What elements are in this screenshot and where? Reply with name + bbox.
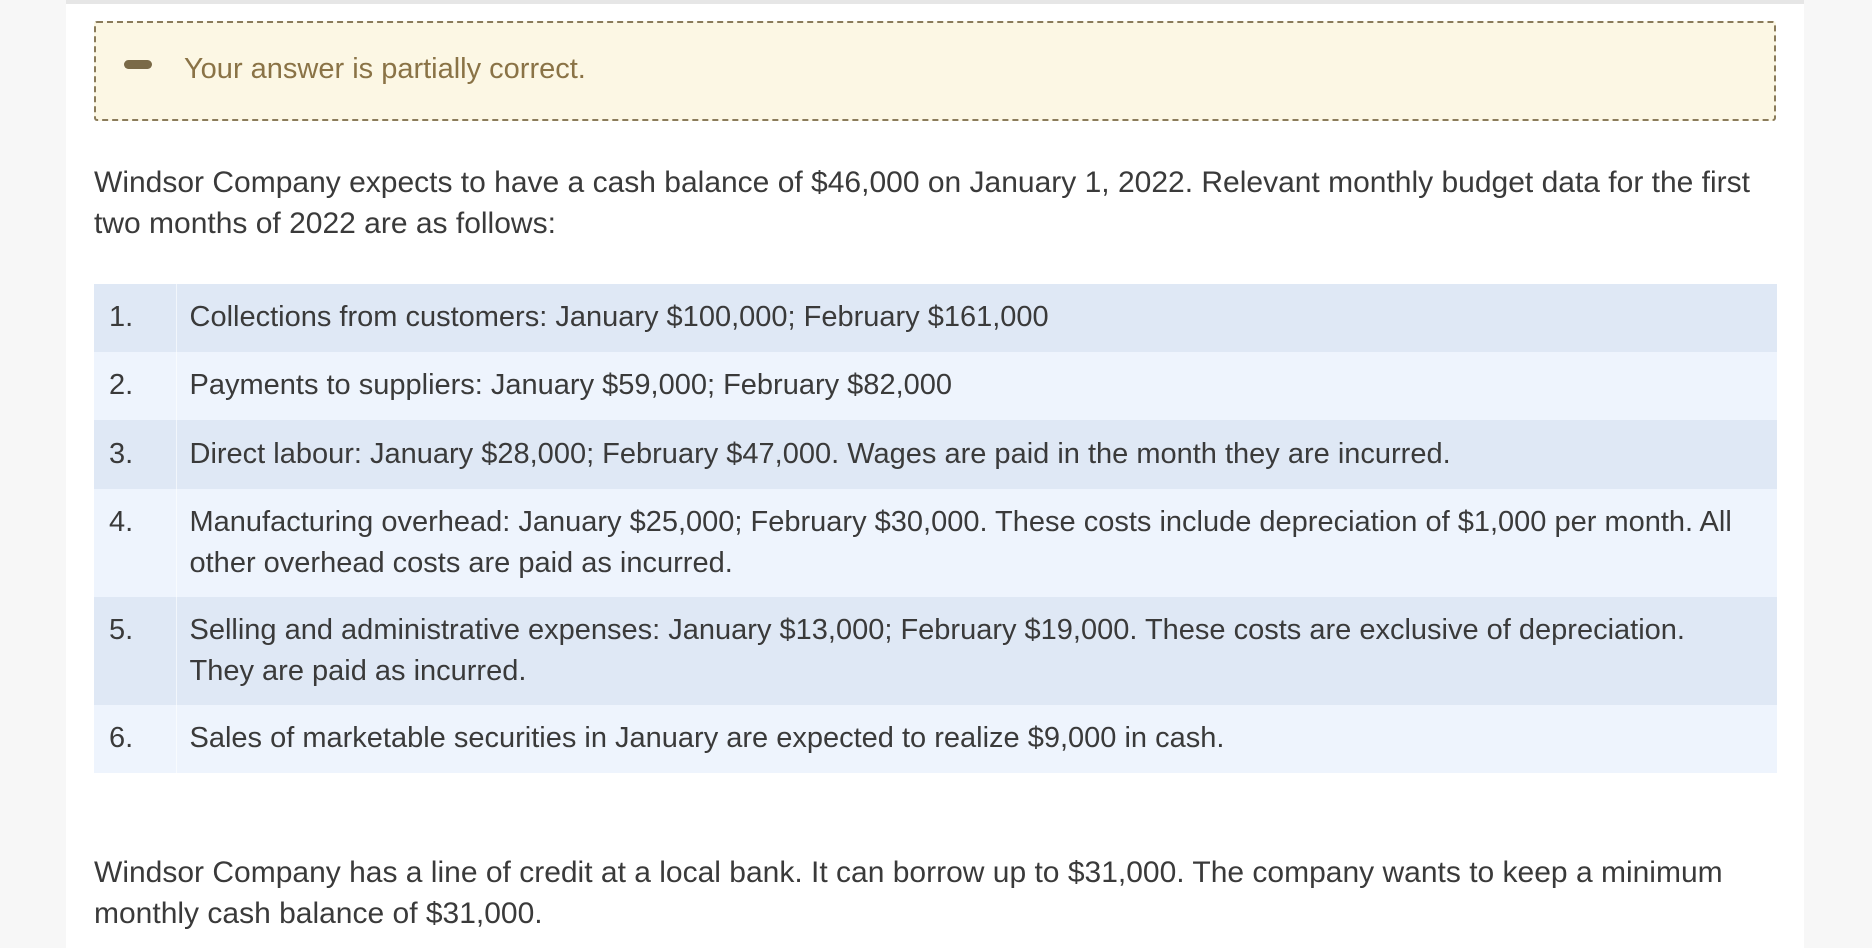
feedback-text: Your answer is partially correct. [184,53,586,85]
table-row [94,489,1777,597]
table-row [94,597,1777,705]
partial-correct-icon [124,60,152,69]
table-row [94,420,1777,489]
item-text: Selling and administrative expenses: January $13,000; February $19,000. These costs are exclusive of depreciation. They are paid as incurred. [176,597,1777,705]
item-number: 6. [94,705,176,773]
item-text: Collections from customers: January $100,000; February $161,000 [176,284,1777,352]
table-row [94,284,1777,352]
budget-data-table [94,284,1777,773]
item-number: 4. [94,489,176,597]
item-number: 3. [94,420,176,489]
question-card [66,0,1804,948]
feedback-banner [94,21,1776,121]
problem-intro: Windsor Company expects to have a cash balance of $46,000 on January 1, 2022. Relevant monthly budget data for the first two months of 2022 are as follows: [94,166,1751,240]
problem-outro: Windsor Company has a line of credit at a local bank. It can borrow up to $31,000. The company wants to keep a minimum monthly cash balance of $31,000. [94,856,1723,930]
item-text: Direct labour: January $28,000; February $47,000. Wages are paid in the month they are incurred. [176,420,1777,489]
item-text: Payments to suppliers: January $59,000; February $82,000 [176,352,1777,420]
table-row [94,705,1777,773]
item-number: 2. [94,352,176,420]
item-text: Manufacturing overhead: January $25,000; February $30,000. These costs include depreciation of $1,000 per month. All other overhead costs are paid as incurred. [176,489,1777,597]
item-number: 1. [94,284,176,352]
table-row [94,352,1777,420]
item-number: 5. [94,597,176,705]
item-text: Sales of marketable securities in January are expected to realize $9,000 in cash. [176,705,1777,773]
